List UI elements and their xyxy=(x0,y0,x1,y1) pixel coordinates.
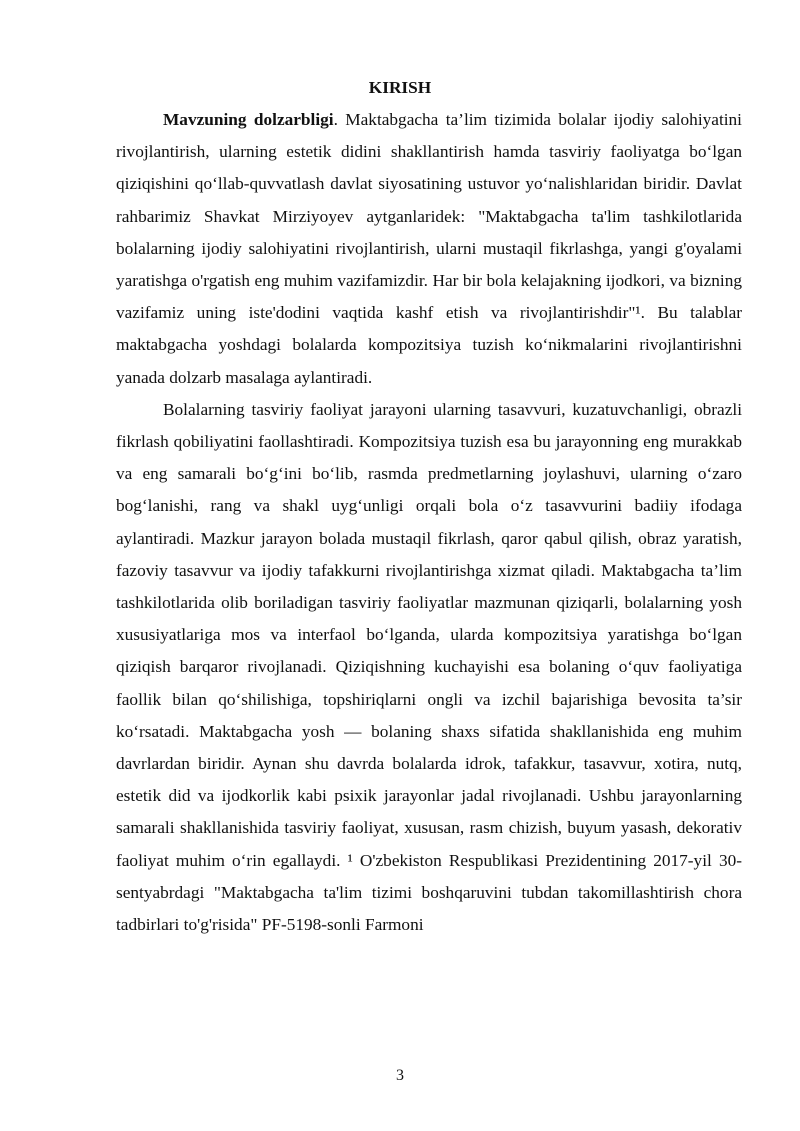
page-number: 3 xyxy=(396,1067,404,1084)
paragraph-body xyxy=(116,394,742,941)
paragraph-text: . Maktabgacha ta’lim tizimida bolalar ijodiy salohiyatini rivojlantirish, ularning estetik didini shakllantirish hamda tasviriy faoliyatga bo‘lgan qiziqishini qo‘llab-quvvatlash davlat siyosatining ustuvor yo‘nalishlaridan biridir. Davlat rahbarimiz Shavkat Mirziyoyev aytganlaridek: "Maktabgacha ta'lim tashkilotlarida bolalarning ijodiy salohiyatini rivojlantirish, ularni mustaqil fikrlashga, yangi g'oyalami yaratishga o'rgatish eng muhim vazifamizdir. Har bir bola kelajakning ijodkori, va bizning vazifamiz uning iste'dodini vaqtida kashf etish va rivojlantirishdir"¹. Bu talablar maktabgacha yoshdagi bolalarda kompozitsiya tuzish ko‘nikmalarini rivojlantirishni yanada dolzarb masalaga aylantiradi. xyxy=(116,110,742,387)
paragraph-text: Bolalarning tasviriy faoliyat jarayoni ularning tasavvuri, kuzatuvchanligi, obrazli fikrlash qobiliyatini faollashtiradi. Kompozitsiya tuzish esa bu jarayonning eng murakkab va eng samarali bo‘g‘ini bo‘lib, rasmda predmetlarning joylashuvi, ularning o‘zaro bog‘lanishi, rang va shakl uyg‘unligi orqali bola o‘z tasavvurini badiiy ifodaga aylantiradi. Mazkur jarayon bolada mustaqil fikrlash, qaror qabul qilish, obraz yaratish, fazoviy tasavvur va ijodiy tafakkurni rivojlantirishga xizmat qiladi. Maktabgacha ta’lim tashkilotlarida olib boriladigan tasviriy faoliyatlar mazmunan qiziqarli, bolalarning yosh xususiyatlariga mos va interfaol bo‘lganda, ularda kompozitsiya yaratishga bo‘lgan qiziqish barqaror rivojlanadi. Qiziqishning kuchayishi esa bolaning o‘quv faoliyatiga faollik bilan qo‘shilishiga, topshiriqlarni ongli va izchil bajarishiga bevosita ta’sir ko‘rsatadi. Maktabgacha yosh — bolaning shaxs sifatida shakllanishida eng muhim davrlardan biridir. Aynan shu davrda bolalarda idrok, tafakkur, tasavvur, xotira, nutq, estetik did va ijodkorlik kabi psixik jarayonlar jadal rivojlanadi. Ushbu jarayonlarning samarali shakllanishida tasviriy faoliyat, xususan, rasm chizish, buyum yasash, dekorativ faoliyat muhim o‘rin egallaydi. ¹ O'zbekiston Respublikasi Prezidentining 2017-yil 30-sentyabrdagi "Maktabgacha ta'lim tizimi boshqaruvini tubdan takomillashtirish chora tadbirlari to'g'risida" PF-5198-sonli Farmoni xyxy=(116,399,742,935)
document-body xyxy=(116,104,742,941)
section-heading: KIRISH xyxy=(368,78,432,97)
paragraph-relevance xyxy=(116,104,742,394)
paragraph-lead-term: Mavzuning dolzarbligi xyxy=(163,110,334,129)
